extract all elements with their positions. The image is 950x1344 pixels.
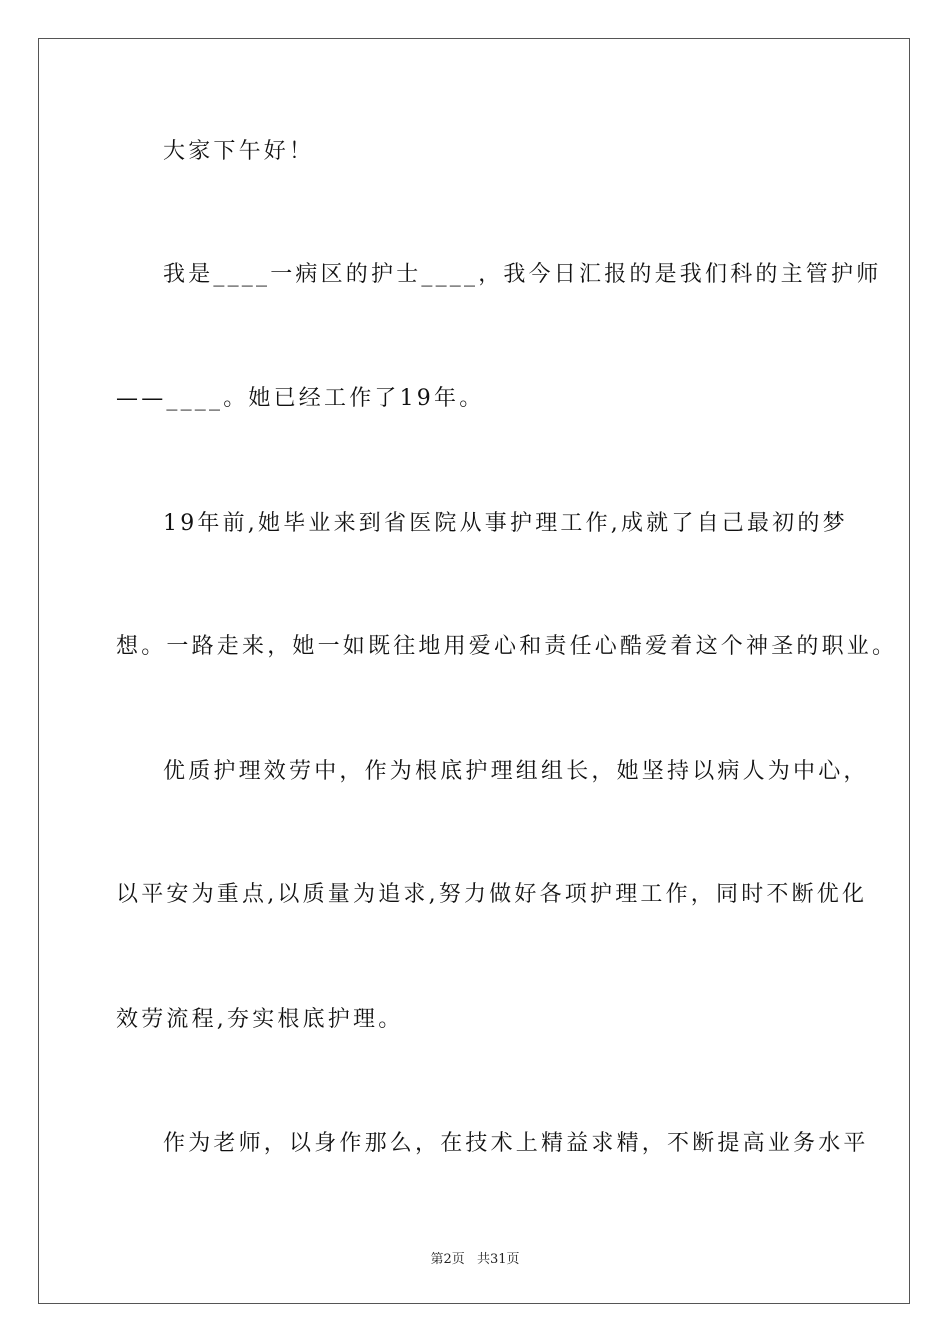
text-line-service-end: 效劳流程,夯实根底护理。 (116, 1007, 404, 1032)
text-line-intro-cont: ——____。她已经工作了19年。 (116, 386, 485, 411)
text-line-service: 优质护理效劳中，作为根底护理组组长，她坚持以病人为中心， (163, 759, 869, 784)
page-total: 共31页 (476, 1252, 520, 1267)
text-line-service-cont: 以平安为重点,以质量为追求,努力做好各项护理工作，同时不断优化 (116, 882, 868, 907)
text-line-intro: 我是____一病区的护士____，我今日汇报的是我们科的主管护师 (163, 262, 882, 287)
text-line-teacher: 作为老师，以身作那么，在技术上精益求精，不断提高业务水平 (163, 1131, 869, 1156)
page-border (38, 38, 910, 1304)
text-line-history: 19年前,她毕业来到省医院从事护理工作,成就了自己最初的梦 (163, 511, 848, 536)
page-footer (0, 1248, 950, 1267)
text-line-history-cont: 想。一路走来，她一如既往地用爱心和责任心酷爱着这个神圣的职业。 (116, 634, 898, 659)
text-line-greeting: 大家下午好！ (163, 139, 315, 164)
page-number: 第2页 (430, 1252, 465, 1267)
